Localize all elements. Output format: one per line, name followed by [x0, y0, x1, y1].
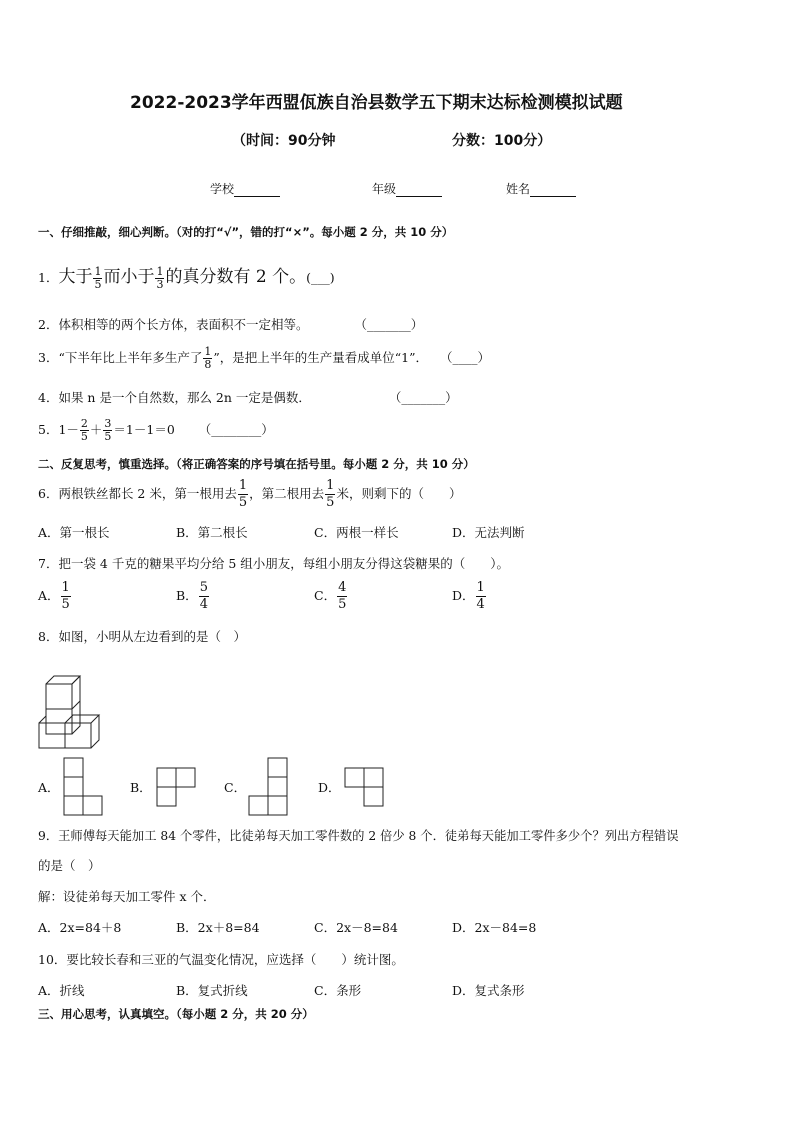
exam-score: 分数：100分）	[452, 133, 552, 149]
q2-answer-blank[interactable]: （_______）	[354, 317, 424, 332]
name-label: 姓名	[506, 182, 531, 196]
q9-option-d[interactable]: D．2x－84=8	[452, 920, 537, 935]
q1-text-a: 大于	[58, 267, 93, 287]
q10-option-d[interactable]: D．复式条形	[452, 983, 525, 998]
q10-option-c[interactable]: C．条形	[314, 983, 362, 998]
q8-cube-figure	[38, 659, 118, 749]
q7-option-c[interactable]: C． $\frac{4}{5}$	[314, 580, 347, 612]
q5-answer-blank[interactable]: （________）	[198, 422, 274, 437]
q1-answer-blank[interactable]: (___)	[306, 270, 335, 285]
q5-fraction-2: $\frac{3}{5}$	[104, 417, 112, 443]
question-7: 7．把一袋 4 千克的糖果平均分给 5 组小朋友，每组小朋友分得这袋糖果的（ ）。	[38, 556, 510, 571]
page-title: 2022-2023学年西盟佤族自治县数学五下期末达标检测模拟试题	[130, 93, 623, 113]
q6-text-a: 6．两根铁丝都长 2 米，第一根用去	[38, 486, 237, 501]
q6-text-b: ，第二根用去	[249, 486, 325, 501]
question-2	[38, 315, 423, 333]
q9-solution: 解：设徒弟每天加工零件 x 个．	[38, 889, 216, 904]
q1-fraction-2: $\frac{1}{3}$	[156, 265, 164, 291]
q7-option-d[interactable]: D． $\frac{1}{4}$	[452, 580, 485, 612]
q9-option-b[interactable]: B．2x＋8=84	[176, 920, 260, 935]
q5-text-a: 5．1－	[38, 422, 79, 437]
q1-fraction-1: $\frac{1}{5}$	[94, 265, 102, 291]
section-1-heading: 一、仔细推敲，细心判断。（对的打“√”，错的打“×”。每小题 2 分，共 10 分）	[38, 225, 454, 239]
q6-option-b[interactable]: B．第二根长	[176, 525, 248, 540]
q5-operator: ＋	[89, 422, 103, 437]
q10-option-a[interactable]: A．折线	[38, 983, 85, 998]
q6-text-c: 米，则剩下的（ ）	[336, 486, 462, 501]
q8-option-c[interactable]: C．	[224, 780, 247, 795]
q8-option-b-figure	[156, 767, 196, 807]
q2-text: 2．体积相等的两个长方体，表面积不一定相等。	[38, 317, 309, 332]
q5-fraction-1: $\frac{2}{5}$	[80, 417, 88, 443]
school-label: 学校	[210, 182, 235, 196]
section-3-heading: 三、用心思考，认真填空。（每小题 2 分，共 20 分）	[38, 1007, 314, 1021]
question-9-line-1: 9．王师傅每天能加工 84 个零件，比徒弟每天加工零件数的 2 倍少 8 个．徒弟每天能加工零件多少个？列出方程错误	[38, 829, 679, 843]
school-blank[interactable]	[234, 184, 280, 197]
q6-option-a[interactable]: A．第一根长	[38, 525, 110, 540]
question-9-line-2: 的是（ ）	[38, 858, 101, 873]
q4-text: 4．如果 n 是一个自然数，那么 2n 一定是偶数．	[38, 390, 311, 405]
school-field	[210, 180, 280, 197]
q6-option-d[interactable]: D．无法判断	[452, 525, 525, 540]
q6-option-c[interactable]: C．两根一样长	[314, 525, 399, 540]
q8-option-d[interactable]: D．	[318, 780, 341, 795]
grade-blank[interactable]	[396, 184, 442, 197]
name-field	[506, 180, 576, 197]
q1-text-b: 而小于	[103, 267, 155, 287]
q8-option-c-figure	[248, 757, 288, 815]
exam-time: （时间：90分钟	[232, 133, 336, 149]
q4-answer-blank[interactable]: （_______）	[388, 390, 458, 405]
q5-text-b: ＝1－1＝0	[113, 422, 175, 437]
q9-option-a[interactable]: A．2x=84＋8	[38, 920, 122, 935]
q9-option-c[interactable]: C．2x－8=84	[314, 920, 398, 935]
q1-text-c: 的真分数有 2 个。	[165, 267, 307, 287]
question-5	[38, 418, 274, 443]
q3-fraction: $\frac{1}{8}$	[204, 345, 212, 371]
q7-option-a[interactable]: A． $\frac{1}{5}$	[38, 580, 70, 612]
question-3	[38, 346, 490, 371]
q3-text-a: 3．“下半年比上半年多生产了	[38, 350, 203, 365]
q6-fraction-1: $\frac{1}{5}$	[238, 478, 248, 510]
question-4	[38, 388, 458, 406]
q6-fraction-2: $\frac{1}{5}$	[326, 478, 335, 510]
q10-option-b[interactable]: B．复式折线	[176, 983, 248, 998]
q8-option-d-figure	[344, 767, 384, 807]
q8-option-a[interactable]: A．	[38, 780, 60, 795]
question-1	[38, 262, 335, 291]
grade-label: 年级	[372, 182, 397, 196]
grade-field	[372, 180, 442, 197]
question-8: 8．如图，小明从左边看到的是（ ）	[38, 629, 246, 644]
q3-text-b: ”，是把上半年的生产量看成单位“1”．	[213, 350, 428, 365]
q8-option-a-figure	[63, 757, 103, 815]
q8-option-b[interactable]: B．	[130, 780, 152, 795]
question-6	[38, 478, 461, 511]
q3-answer-blank[interactable]: （____）	[439, 350, 490, 365]
question-10: 10．要比较长春和三亚的气温变化情况，应选择（ ）统计图。	[38, 952, 404, 967]
q7-option-b[interactable]: B． $\frac{5}{4}$	[176, 580, 208, 612]
name-blank[interactable]	[530, 184, 576, 197]
section-2-heading: 二、反复思考，慎重选择。（将正确答案的序号填在括号里。每小题 2 分，共 10 分）	[38, 457, 475, 471]
q1-number: 1．	[38, 270, 59, 285]
